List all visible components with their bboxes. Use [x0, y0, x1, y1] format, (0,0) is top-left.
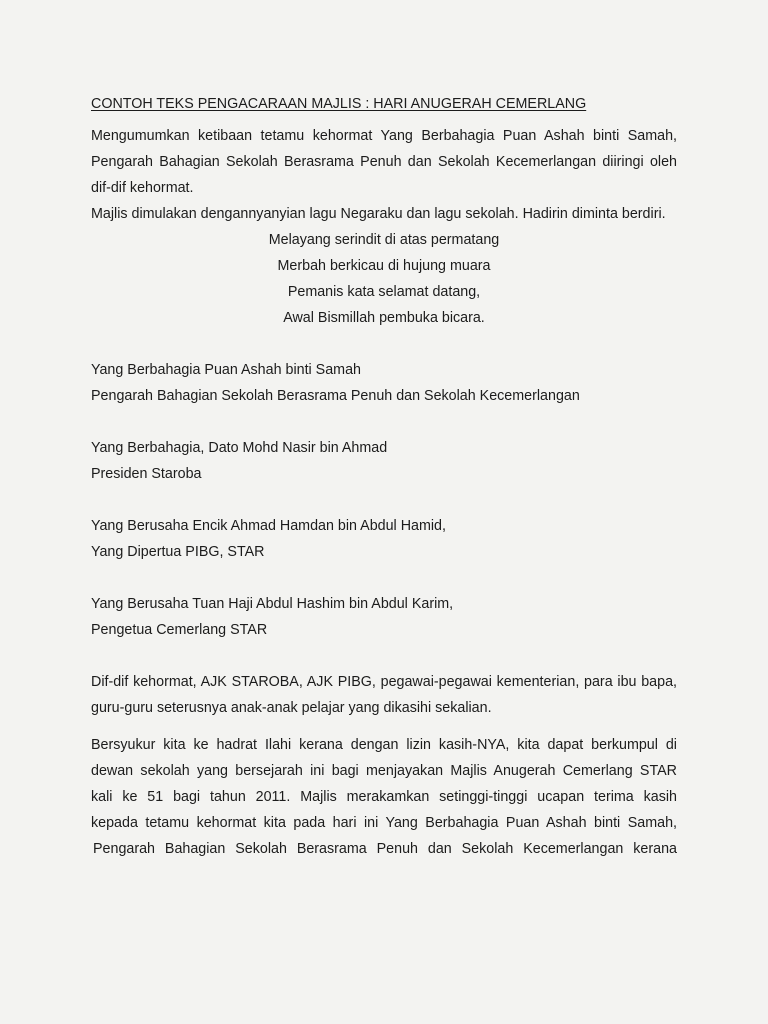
spacer	[91, 487, 677, 513]
gratitude-line: dewan sekolah yang bersejarah ini bagi menjayakan Majlis Anugerah Cemerlang STAR	[91, 763, 677, 779]
salutation-name: Yang Berbahagia, Dato Mohd Nasir bin Ahmad	[91, 440, 388, 456]
gratitude-line: kali ke 51 bagi tahun 2011. Majlis merakamkan setinggi-tinggi ucapan terima kasih	[91, 789, 677, 805]
spacer	[91, 565, 677, 591]
salutation-position: Presiden Staroba	[91, 466, 202, 482]
salutation-name: Yang Berusaha Tuan Haji Abdul Hashim bin Abdul Karim,	[91, 596, 454, 612]
intro-paragraph: Mengumumkan ketibaan tetamu kehormat Yang Berbahagia Puan Ashah binti Samah, Pengarah Bahagian Sekolah Berasrama Penuh dan Sekolah Kecemerlangan diiringi oleh dif-dif kehormat.	[91, 128, 677, 196]
spacer	[91, 331, 677, 357]
salutation-block	[91, 357, 677, 409]
salutation-position: Yang Dipertua PIBG, STAR	[91, 544, 265, 560]
salutation-block	[91, 591, 677, 643]
salutation-name: Yang Berusaha Encik Ahmad Hamdan bin Abdul Hamid,	[91, 518, 446, 534]
poem-line: Merbah berkicau di hujung muara	[277, 258, 491, 274]
salutation-block	[91, 513, 677, 565]
opening-paragraph: Majlis dimulakan dengannyanyian lagu Negaraku dan lagu sekolah. Hadirin diminta berdiri.	[91, 206, 666, 222]
salutation-position: Pengetua Cemerlang STAR	[91, 622, 268, 638]
gratitude-line: kepada tetamu kehormat kita pada hari ini Yang Berbahagia Puan Ashah binti Samah,	[91, 815, 677, 831]
salutation-name: Yang Berbahagia Puan Ashah binti Samah	[91, 362, 361, 378]
poem-line: Pemanis kata selamat datang,	[287, 284, 481, 300]
gratitude-paragraph	[91, 732, 677, 862]
gratitude-line: Pengarah Bahagian Sekolah Berasrama Penuh dan Sekolah Kecemerlangan kerana	[93, 841, 677, 857]
poem-line: Awal Bismillah pembuka bicara.	[283, 310, 485, 326]
document-title: CONTOH TEKS PENGACARAAN MAJLIS : HARI ANUGERAH CEMERLANG	[91, 96, 587, 112]
gratitude-line: Bersyukur kita ke hadrat Ilahi kerana dengan lizin kasih-NYA, kita dapat berkumpul di	[91, 737, 677, 753]
spacer	[91, 721, 677, 732]
welcome-poem	[91, 227, 677, 331]
spacer	[91, 643, 677, 669]
spacer	[91, 409, 677, 435]
salutation-position: Pengarah Bahagian Sekolah Berasrama Penuh dan Sekolah Kecemerlangan	[91, 388, 580, 404]
guests-paragraph: Dif-dif kehormat, AJK STAROBA, AJK PIBG, pegawai-pegawai kementerian, para ibu bapa, guru-guru seterusnya anak-anak pelajar yang dikasihi sekalian.	[91, 674, 677, 716]
salutation-block	[91, 435, 677, 487]
poem-line: Melayang serindit di atas permatang	[268, 232, 500, 248]
